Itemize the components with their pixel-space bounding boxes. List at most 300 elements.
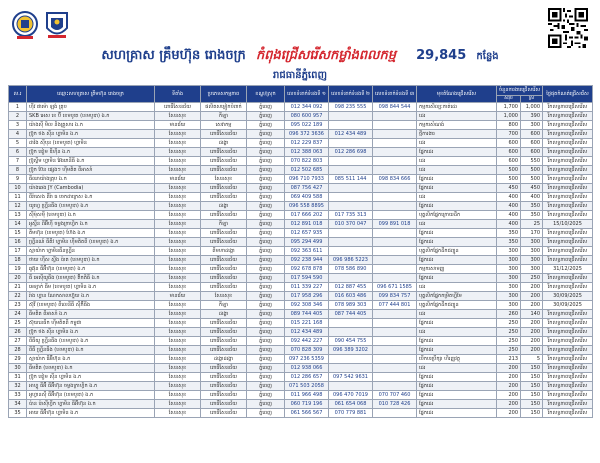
cell-phone1[interactable]: 012 657 935 (285, 229, 329, 238)
cell-deadline: រីកលទ្ធភាពជ្រើសរើស (543, 382, 593, 391)
cell-phone2[interactable]: 012 887 455 (329, 283, 373, 292)
cell-phone1[interactable]: 012 938 066 (285, 364, 329, 373)
col-header-sector: ប្រភេទសកម្មភាព (201, 86, 247, 103)
cell-no: 25 (9, 319, 27, 328)
vacancy-unit: កន្លែង (476, 51, 499, 62)
cell-phone3[interactable] (373, 238, 417, 247)
cell-total: 300 (497, 292, 521, 301)
cell-total: 250 (497, 346, 521, 355)
cell-sector: ផលិតសម្លៀកបំពាក់ (201, 103, 247, 112)
cell-position: ដេរ (417, 193, 497, 202)
cell-phone2[interactable]: 085 511 144 (329, 175, 373, 184)
cell-sector: ពោធិ៍សែនជ័យ (201, 319, 247, 328)
col-header-company: ឈ្មោះសហគ្រាស គ្រឹមហ៊ុន រោងចក្រ (27, 86, 155, 103)
cell-deadline: 30/09/2025 (543, 301, 593, 310)
cell-phone1[interactable]: 070 822 803 (285, 157, 329, 166)
cell-sector: កីឡា (201, 112, 247, 121)
cell-phone1[interactable]: 012 891 018 (285, 220, 329, 229)
cell-location: សែនសុខ (155, 400, 201, 409)
cell-sector: ពោធិ៍សែនជ័យ (201, 346, 247, 355)
cell-position: ដេរ (417, 220, 497, 229)
cell-female: 140 (521, 310, 543, 319)
cell-phone1[interactable]: 017 666 202 (285, 211, 329, 220)
cell-district: ភ្នំពេញ (247, 175, 285, 184)
table-row (9, 184, 593, 193)
cell-phone2[interactable] (329, 238, 373, 247)
cell-phone2[interactable] (329, 274, 373, 283)
cell-no: 20 (9, 274, 27, 283)
cell-phone1[interactable]: 011 339 227 (285, 283, 329, 292)
cell-phone2[interactable] (329, 157, 373, 166)
cell-phone3[interactable] (373, 310, 417, 319)
cell-phone3[interactable] (373, 373, 417, 382)
cell-phone1[interactable]: 096 372 3636 (285, 130, 329, 139)
cell-district: ភ្នំពេញ (247, 409, 285, 418)
cell-district: ភ្នំពេញ (247, 220, 285, 229)
cell-phone1[interactable]: 012 434 489 (285, 328, 329, 337)
cell-position: ផ្នែកដេរ (417, 409, 497, 418)
cell-company: ធីមគិត ពីអាសាំ ឯ.ក (27, 310, 155, 319)
cell-phone1[interactable]: 012 388 063 (285, 148, 329, 157)
cell-female: 150 (521, 400, 543, 409)
cell-phone2[interactable] (329, 193, 373, 202)
cell-female: 600 (521, 139, 543, 148)
cell-company: ស្មាយ៉ាក ហ្គាមិនធីនហ្គ្រីន (27, 247, 155, 256)
cell-female: 150 (521, 364, 543, 373)
table-row (9, 256, 593, 265)
cell-phone1[interactable]: 092 308 346 (285, 301, 329, 310)
cell-no: 6 (9, 148, 27, 157)
cell-phone3[interactable] (373, 328, 417, 337)
table-row (9, 166, 593, 175)
cell-company: អាយ ធីអ៊ីហ៊ុន ហ្គាមិន ឯ.ក (27, 409, 155, 418)
table-row (9, 238, 593, 247)
cell-phone1[interactable]: 087 756 427 (285, 184, 329, 193)
cell-total: 350 (497, 229, 521, 238)
cell-sector: សេវាកម្ម (201, 121, 247, 130)
cell-deadline: រីកលទ្ធភាពជ្រើសរើស (543, 238, 593, 247)
cell-phone1[interactable]: 092 238 944 (285, 256, 329, 265)
cell-position: ផ្នែកដេរ (417, 373, 497, 382)
cell-total: 300 (497, 274, 521, 283)
cell-location: មានជ័យ (155, 292, 201, 301)
cell-sector: កីឡា (201, 220, 247, 229)
cell-female: 500 (521, 166, 543, 175)
cell-position: បុគ្គលិកផ្នែកកម្រិតហ្គីមែ (417, 292, 497, 301)
cell-phone1[interactable]: 071 503 2058 (285, 382, 329, 391)
cell-phone2[interactable]: 087 744 405 (329, 310, 373, 319)
cell-location: សែនសុខ (155, 238, 201, 247)
cell-phone1[interactable]: 012 286 657 (285, 373, 329, 382)
cell-phone2[interactable] (329, 166, 373, 175)
cell-phone3[interactable]: 098 834 666 (373, 175, 417, 184)
cell-company: ប្រ៊ូក ប៊ែន ផ្សេងៗ ហ៊ីមគិត ពីអាសាំ (27, 166, 155, 175)
cell-location: សែនសុខ (155, 346, 201, 355)
cell-phone1[interactable]: 017 958 296 (285, 292, 329, 301)
cell-phone2[interactable]: 098 235 555 (329, 103, 373, 112)
cell-district: ភ្នំពេញ (247, 157, 285, 166)
cell-deadline: រីកលទ្ធភាពជ្រើសរើស (543, 247, 593, 256)
cell-phone2[interactable]: 010 370 047 (329, 220, 373, 229)
cell-deadline: រីកលទ្ធភាពជ្រើសរើស (543, 283, 593, 292)
cell-position: បុគ្គលិកផ្នែកក្រោយដឹក (417, 211, 497, 220)
cell-phone3[interactable]: 096 671 1585 (373, 283, 417, 292)
cell-company: SKB អេស ខេ ប៊ី ខេមបូឌា (ខេមបូឌា) ឯ.ក (27, 112, 155, 121)
table-row (9, 148, 593, 157)
cell-phone3[interactable]: 099 834 757 (373, 292, 417, 301)
table-row (9, 364, 593, 373)
cell-deadline: រីកលទ្ធភាពជ្រើសរើស (543, 256, 593, 265)
cell-phone3[interactable]: 098 844 544 (373, 103, 417, 112)
cell-total: 600 (497, 157, 521, 166)
table-row (9, 211, 593, 220)
cell-phone2[interactable]: 097 542 9631 (329, 373, 373, 382)
table-row (9, 301, 593, 310)
cell-district: ភ្នំពេញ (247, 166, 285, 175)
cell-sector: ពោធិ៍សែនជ័យ (201, 400, 247, 409)
cell-phone3[interactable]: 070 707 460 (373, 391, 417, 400)
cell-phone2[interactable] (329, 121, 373, 130)
cell-no: 21 (9, 283, 27, 292)
cell-phone3[interactable] (373, 157, 417, 166)
cell-district: ភ្នំពេញ (247, 265, 285, 274)
cell-phone2[interactable] (329, 247, 373, 256)
region-label: រាជធានីភ្នំពេញ (273, 70, 327, 81)
cell-location: សែនសុខ (155, 166, 201, 175)
cell-district: ភ្នំពេញ (247, 112, 285, 121)
cell-phone2[interactable]: 017 735 313 (329, 211, 373, 220)
cell-no: 27 (9, 337, 27, 346)
cell-location: សែនសុខ (155, 112, 201, 121)
cell-location: សែនសុខ (155, 139, 201, 148)
cell-district: ភ្នំពេញ (247, 193, 285, 202)
cell-district: ភ្នំពេញ (247, 274, 285, 283)
cell-phone1[interactable]: 011 966 498 (285, 391, 329, 400)
cell-district: ភ្នំពេញ (247, 346, 285, 355)
cell-position: ដេរ (417, 364, 497, 373)
cell-phone2[interactable] (329, 202, 373, 211)
cell-total: 700 (497, 130, 521, 139)
cell-position: ផ្នែកដេរ (417, 382, 497, 391)
cell-sector: ពោធិ៍សែនជ័យ (201, 409, 247, 418)
cell-district: ភ្នំពេញ (247, 310, 285, 319)
cell-phone3[interactable] (373, 337, 417, 346)
title-main: សហគ្រាស គ្រឹមហ៊ុន រោងចក្រ (101, 48, 246, 63)
cell-position: ផ្នែកដេរ (417, 274, 497, 283)
cell-deadline: រីកលទ្ធភាពជ្រើសរើស (543, 211, 593, 220)
col-header-needed: ចំនួនការងារជ្រើសរើស (497, 86, 543, 96)
cell-female: 200 (521, 283, 543, 292)
cell-phone2[interactable]: 070 779 881 (329, 409, 373, 418)
cell-phone2[interactable]: 012 434 489 (329, 130, 373, 139)
col-header-district: ខណ្ឌ/ស្រុក (247, 86, 285, 103)
cell-phone1[interactable]: 095 294 499 (285, 238, 329, 247)
cell-phone3[interactable] (373, 256, 417, 265)
cell-deadline: រីកលទ្ធភាពជ្រើសរើស (543, 364, 593, 373)
cell-sector: ពោធិ៍សែនជ័យ (201, 166, 247, 175)
cell-phone2[interactable]: 090 454 755 (329, 337, 373, 346)
cell-phone3[interactable] (373, 184, 417, 193)
table-row (9, 247, 593, 256)
cell-deadline: រីកលទ្ធភាពជ្រើសរើស (543, 121, 593, 130)
cell-total: 450 (497, 184, 521, 193)
cell-location: សែនសុខ (155, 211, 201, 220)
cell-phone2[interactable]: 061 654 068 (329, 400, 373, 409)
cell-phone3[interactable] (373, 139, 417, 148)
cell-phone1[interactable]: 096 558 8895 (285, 202, 329, 211)
cell-female: 300 (521, 265, 543, 274)
cell-phone2[interactable]: 078 586 890 (329, 265, 373, 274)
cell-phone3[interactable]: 077 444 801 (373, 301, 417, 310)
cell-phone3[interactable]: 010 728 426 (373, 400, 417, 409)
cell-phone3[interactable] (373, 382, 417, 391)
cell-position: កម្មករសំណង់ (417, 121, 497, 130)
cell-phone2[interactable]: 012 286 698 (329, 148, 373, 157)
cell-phone1[interactable]: 070 828 309 (285, 346, 329, 355)
cell-female: 200 (521, 292, 543, 301)
cell-no: 10 (9, 184, 27, 193)
cell-total: 300 (497, 301, 521, 310)
cell-total: 200 (497, 391, 521, 400)
cell-position: កម្មករសិល្បៈកាត់ដេរ (417, 103, 497, 112)
cell-female: 150 (521, 391, 543, 400)
cell-phone3[interactable] (373, 274, 417, 283)
cell-phone3[interactable] (373, 166, 417, 175)
cell-district: ភ្នំពេញ (247, 382, 285, 391)
cell-total: 500 (497, 175, 521, 184)
cell-phone3[interactable] (373, 211, 417, 220)
cell-sector: ពោធិ៍សែនជ័យ (201, 184, 247, 193)
cell-phone1[interactable]: 069 409 588 (285, 193, 329, 202)
cell-female: 300 (521, 247, 543, 256)
cell-phone2[interactable]: 016 603 486 (329, 292, 373, 301)
cell-female: 5 (521, 355, 543, 364)
cell-position: ផ្នែកដេរ (417, 175, 497, 184)
cell-company: ប្រ៊ូក ឌៀម ស៊ីន ហ្គាមិន ឯ.ក (27, 373, 155, 382)
cell-phone2[interactable]: 096 986 5223 (329, 256, 373, 265)
cell-company: ប្រ៊ូក ថង ស៊ីន ហ្គាមិន ឯ.ក (27, 130, 155, 139)
cell-sector: កីឡា (201, 301, 247, 310)
cell-phone3[interactable] (373, 121, 417, 130)
cell-phone1[interactable]: 095 022 189 (285, 121, 329, 130)
cell-company: ស៊ីម៉ុសម៉ី (ខេមបូឌា) ឯ.ក (27, 211, 155, 220)
cell-phone1[interactable]: 097 236 5359 (285, 355, 329, 364)
cell-position: ផ្នែកដេរ (417, 256, 497, 265)
cell-phone2[interactable] (329, 328, 373, 337)
cell-location: សែនសុខ (155, 283, 201, 292)
cell-total: 200 (497, 382, 521, 391)
cell-female: 150 (521, 373, 543, 382)
cell-female: 350 (521, 211, 543, 220)
cell-district: ភ្នំពេញ (247, 211, 285, 220)
cell-phone3[interactable] (373, 193, 417, 202)
cell-district: ភ្នំពេញ (247, 355, 285, 364)
cell-sector: ពោធិ៍សែនជ័យ (201, 283, 247, 292)
cell-phone1[interactable]: 012 229 837 (285, 139, 329, 148)
cell-phone1[interactable]: 061 566 567 (285, 409, 329, 418)
cell-company: យ៉ាងឆេង JY (Cambodia) (27, 184, 155, 193)
cell-phone1[interactable]: 012 502 685 (285, 166, 329, 175)
cell-phone3[interactable] (373, 148, 417, 157)
cell-location: សែនសុខ (155, 265, 201, 274)
cell-phone3[interactable] (373, 409, 417, 418)
cell-company: ឆូឆ៊ុន ធីអ៊ីហ៊ុន (ខេមបូឌា) ឯ.ក (27, 265, 155, 274)
cell-phone1[interactable]: 060 719 196 (285, 400, 329, 409)
cell-position: ផ្នែកដេរ (417, 400, 497, 409)
title-subtitle: កំពុងជ្រើសរើសកម្លាំងពលកម្ម (255, 48, 396, 63)
cell-location: សែនសុខ (155, 130, 201, 139)
cell-phone1[interactable]: 092 442 227 (285, 337, 329, 346)
cell-phone2[interactable] (329, 229, 373, 238)
cell-deadline: រីកលទ្ធភាពជ្រើសរើស (543, 166, 593, 175)
cell-phone3[interactable]: 099 891 018 (373, 220, 417, 229)
cell-phone2[interactable]: 096 389 3202 (329, 346, 373, 355)
cell-total: 200 (497, 409, 521, 418)
cell-female: 150 (521, 409, 543, 418)
cell-no: 19 (9, 265, 27, 274)
cell-phone1[interactable]: 080 600 957 (285, 112, 329, 121)
cell-sector: ពោធិ៍សែនជ័យ (201, 373, 247, 382)
cell-phone3[interactable] (373, 265, 417, 274)
cell-phone2[interactable] (329, 139, 373, 148)
nea-logo-icon (44, 10, 70, 40)
cell-company: ហ៊ីវ ផារម៉ា ឡង់ គ្រុប (27, 103, 155, 112)
cell-location: សែនសុខ (155, 409, 201, 418)
cell-phone1[interactable]: 017 594 590 (285, 274, 329, 283)
cell-phone2[interactable] (329, 382, 373, 391)
qr-code-icon[interactable] (548, 8, 588, 48)
cell-female: 150 (521, 382, 543, 391)
cell-position: ផ្នែកដេរ (417, 346, 497, 355)
cell-sector: ពោធិ៍សែនជ័យ (201, 229, 247, 238)
cell-phone3[interactable] (373, 229, 417, 238)
cell-phone3[interactable] (373, 355, 417, 364)
cell-location: សែនសុខ (155, 382, 201, 391)
cell-female: 200 (521, 319, 543, 328)
cell-location: សែនសុខ (155, 256, 201, 265)
cell-company: ថាយ ហ៊ីស ស្វីង ប៉ាត (ខេមបូឌា) ឯ.ក (27, 256, 155, 265)
table-row (9, 175, 593, 184)
cell-company: ពីធី ហ្គ្រីនធីង (ខេមបូឌា) ឯ.ក (27, 346, 155, 355)
cell-sector: ពោធិ៍សែនជ័យ (201, 337, 247, 346)
cell-company: ប្រ៊ូក ឌៀម ឌីហ៊ីន ឯ.ក (27, 148, 155, 157)
cell-phone3[interactable] (373, 130, 417, 139)
cell-female: 200 (521, 328, 543, 337)
table-row (9, 382, 593, 391)
col-header-total: សរុប (497, 96, 521, 103)
cell-position: ផ្នែកដេរ (417, 229, 497, 238)
table-row (9, 157, 593, 166)
cell-phone2[interactable] (329, 112, 373, 121)
cell-deadline: រីកលទ្ធភាពជ្រើសរើស (543, 373, 593, 382)
cell-phone1[interactable]: 096 710 7933 (285, 175, 329, 184)
cell-total: 300 (497, 283, 521, 292)
cell-position: ដេរ (417, 310, 497, 319)
cell-district: ភ្នំពេញ (247, 238, 285, 247)
cell-company: ពីធីយូ ហ្គ្រីនធីង (ខេមបូឌា) ឯ.ក (27, 337, 155, 346)
cell-company: ធី អេស៊ីយូធីង (ខេមបូឌា) ត៊ិកតិធី ឯ.ក (27, 274, 155, 283)
cell-total: 260 (497, 310, 521, 319)
cell-phone2[interactable]: 096 470 7019 (329, 391, 373, 400)
cell-phone3[interactable] (373, 247, 417, 256)
cell-no: 12 (9, 202, 27, 211)
cell-phone1[interactable]: 089 744 405 (285, 310, 329, 319)
cell-no: 28 (9, 346, 27, 355)
cell-phone3[interactable] (373, 364, 417, 373)
cell-deadline: រីកលទ្ធភាពជ្រើសរើស (543, 400, 593, 409)
cell-phone1[interactable]: 092 678 878 (285, 265, 329, 274)
cell-location: សែនសុខ (155, 355, 201, 364)
cell-no: 16 (9, 238, 27, 247)
cell-female: 300 (521, 121, 543, 130)
cell-deadline: រីកលទ្ធភាពជ្រើសរើស (543, 157, 593, 166)
cell-district: ភ្នំពេញ (247, 337, 285, 346)
cell-phone3[interactable] (373, 319, 417, 328)
cell-location: សែនសុខ (155, 184, 201, 193)
cell-deadline: រីកលទ្ធភាពជ្រើសរើស (543, 337, 593, 346)
cell-phone2[interactable] (329, 184, 373, 193)
cell-phone2[interactable] (329, 355, 373, 364)
cell-company: ប្រ៊ូក ថង ស៊ីន ហ្គាមិន ឯ.ក (27, 328, 155, 337)
cell-phone2[interactable] (329, 364, 373, 373)
cell-phone3[interactable] (373, 346, 417, 355)
cell-phone3[interactable] (373, 202, 417, 211)
cell-district: ភ្នំពេញ (247, 364, 285, 373)
cell-position: ផ្នែកដេរ (417, 337, 497, 346)
cell-phone2[interactable] (329, 319, 373, 328)
cell-district: ភ្នំពេញ (247, 184, 285, 193)
cell-female: 200 (521, 346, 543, 355)
table-row (9, 283, 593, 292)
table-row (9, 112, 593, 121)
cell-female: 300 (521, 256, 543, 265)
cell-total: 250 (497, 328, 521, 337)
cell-total: 250 (497, 319, 521, 328)
cell-female: 390 (521, 112, 543, 121)
cell-company: រ៉ាង ហ្គាន ណែកសាលហ្វ៊ុយ ឯ.ក (27, 292, 155, 301)
cell-phone1[interactable]: 092 363 611 (285, 247, 329, 256)
cell-phone2[interactable]: 078 989 303 (329, 301, 373, 310)
cell-phone1[interactable]: 015 221 168 (285, 319, 329, 328)
cell-no: 33 (9, 391, 27, 400)
cell-total: 800 (497, 121, 521, 130)
cell-location: សែនសុខ (155, 328, 201, 337)
cell-phone1[interactable]: 012 344 092 (285, 103, 329, 112)
table-row (9, 265, 593, 274)
cell-no: 34 (9, 400, 27, 409)
cell-no: 1 (9, 103, 27, 112)
table-row (9, 391, 593, 400)
cell-no: 13 (9, 211, 27, 220)
cell-district: ភ្នំពេញ (247, 247, 285, 256)
table-row (9, 220, 593, 229)
cell-phone3[interactable] (373, 112, 417, 121)
cell-no: 15 (9, 229, 27, 238)
cell-deadline: រីកលទ្ធភាពជ្រើសរើស (543, 184, 593, 193)
cell-location: មានជ័យ (155, 175, 201, 184)
cell-deadline: រីកលទ្ធភាពជ្រើសរើស (543, 229, 593, 238)
col-header-no: ល.រ (9, 86, 27, 103)
cell-sector: ពោធិ៍សែនជ័យ (201, 148, 247, 157)
table-row (9, 355, 593, 364)
table-row (9, 373, 593, 382)
cell-location: សែនសុខ (155, 301, 201, 310)
cell-position: ដេរ (417, 157, 497, 166)
cell-total: 600 (497, 139, 521, 148)
cell-company: ពីរ៉ាសេង ពីរ៉ា ធ ចេកដាក្រេស ឯ.ក (27, 193, 155, 202)
cell-deadline: រីកលទ្ធភាពជ្រើសរើស (543, 193, 593, 202)
cell-deadline: រីកលទ្ធភាពជ្រើសរើស (543, 310, 593, 319)
